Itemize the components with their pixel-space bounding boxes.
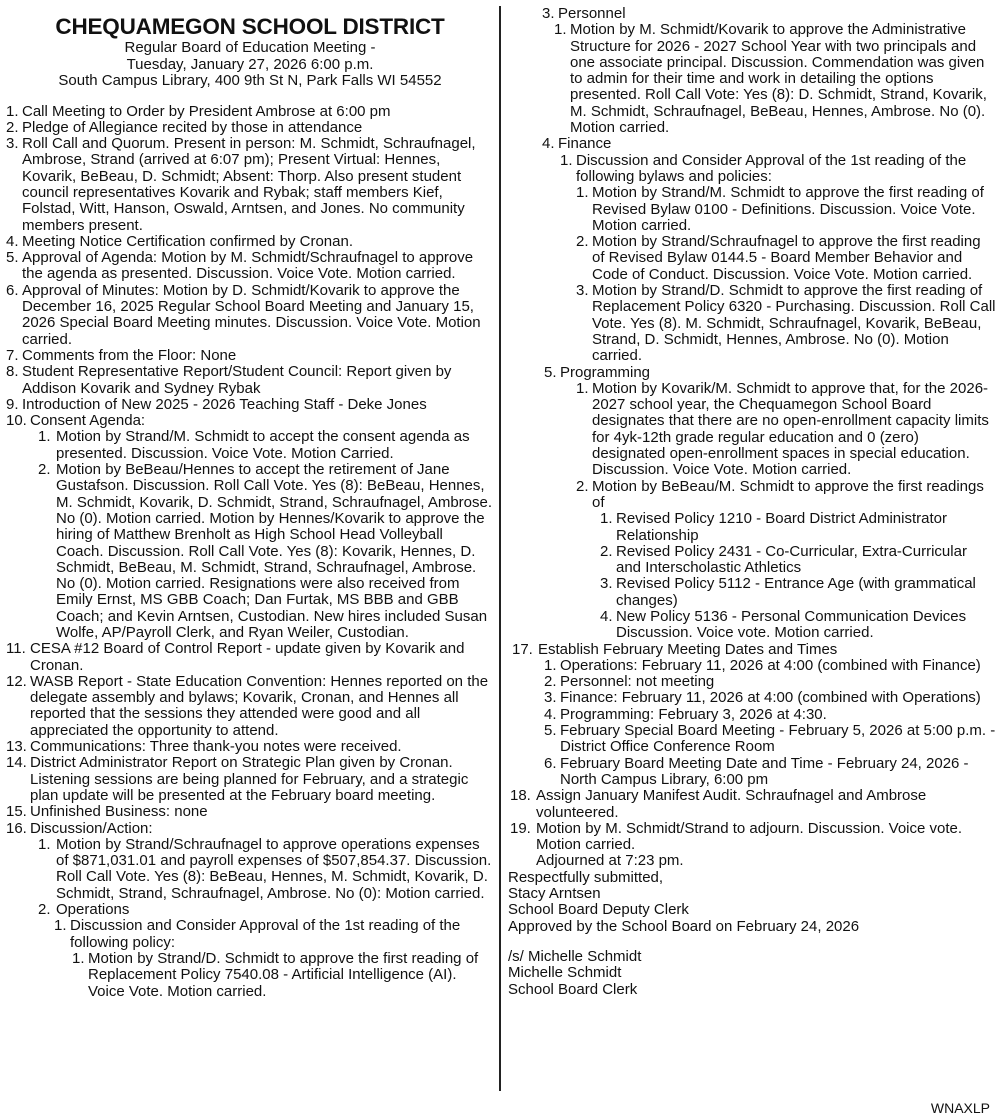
agenda-item-text: Approval of Agenda: Motion by M. Schmidt/Schraufnagel to approve the agenda as presented. Discussion. Voice Vote. Motion carried. bbox=[22, 249, 474, 283]
item-number: 18. bbox=[510, 787, 531, 805]
item-number: 1. bbox=[544, 656, 557, 674]
agenda-item-text: Comments from the Floor: None bbox=[22, 346, 237, 364]
notice-header bbox=[6, 14, 494, 90]
item-number: 7. bbox=[6, 346, 19, 364]
item-number: 2. bbox=[38, 901, 51, 919]
publication-code: WNAXLP bbox=[930, 1100, 990, 1116]
agenda-subitem-17-1 bbox=[508, 658, 996, 674]
agenda-item-11 bbox=[6, 641, 494, 674]
agenda-item-text: Approval of Minutes: Motion by D. Schmidt/Kovarik to approve the December 16, 2025 Regular School Board Meeting and January 15, 2026 Special Board Meeting minutes. Discussion. Voice Vote. Motion carried. bbox=[22, 281, 481, 348]
agenda-subitem-16-4 bbox=[508, 136, 996, 152]
column-divider bbox=[499, 6, 501, 1091]
agenda-item-text: Programming: February 3, 2026 at 4:30. bbox=[560, 705, 827, 723]
item-number: 1. bbox=[38, 835, 51, 853]
item-number: 3. bbox=[576, 282, 589, 300]
agenda-subitem-17-3 bbox=[508, 690, 996, 706]
clerk-title: School Board Clerk bbox=[508, 980, 638, 998]
agenda-item-text: Motion by BeBeau/M. Schmidt to approve the first readings of bbox=[592, 477, 984, 511]
agenda-item-text: Motion by Strand/Schraufnagel to approve the first reading of Revised Bylaw 0144.5 - Board Member Behavior and Code of Conduct. Discussion. Voice Vote. Motion carried. bbox=[592, 233, 981, 283]
agenda-subitem-16-2-1 bbox=[6, 918, 494, 951]
item-number: 2. bbox=[6, 118, 19, 136]
agenda-subitem-16-2 bbox=[6, 902, 494, 918]
agenda-subitem-16-5-2-2 bbox=[508, 544, 996, 577]
agenda-item-text: Motion by Strand/M. Schmidt to approve the first reading of Revised Bylaw 0100 - Definitions. Discussion. Voice Vote. Motion carried. bbox=[592, 184, 984, 234]
district-title: CHEQUAMEGON SCHOOL DISTRICT bbox=[55, 14, 445, 39]
item-number: 15. bbox=[6, 803, 27, 821]
agenda-item-text: Motion by Strand/D. Schmidt to approve the first reading of Replacement Policy 6320 - Purchasing. Discussion. Roll Call Vote. Yes (8). M. Schmidt, Schraufnagel, Kovarik, BeBeau, Strand, D. Schmidt, Hennes, Ambrose. No (0). Motion carried. bbox=[592, 282, 996, 365]
agenda-subitem-17-5 bbox=[508, 723, 996, 756]
agenda-item-text: Revised Policy 5112 - Entrance Age (with grammatical changes) bbox=[616, 575, 976, 609]
item-number: 1. bbox=[560, 151, 573, 169]
agenda-subitem-17-2 bbox=[508, 674, 996, 690]
agenda-item-12 bbox=[6, 674, 494, 739]
agenda-item-text: Personnel: not meeting bbox=[560, 673, 715, 691]
agenda-subitem-16-4-1-2 bbox=[508, 234, 996, 283]
agenda-item-text: Discussion/Action: bbox=[30, 819, 153, 837]
approval-statement: Approved by the School Board on February 24, 2026 bbox=[508, 917, 860, 935]
agenda-item-14 bbox=[6, 755, 494, 804]
agenda-subitem-16-5-2-4 bbox=[508, 609, 996, 642]
agenda-item-text: Motion by Kovarik/M. Schmidt to approve that, for the 2026-2027 school year, the Chequamegon School Board designates that there are no open-enrollment capacity limits for 4yk-12th grade regular education and 0 (zero) designated open-enrollment spaces in special education. Discussion. Voice Vote. Motion carried. bbox=[592, 379, 989, 479]
agenda-item-text: Communications: Three thank-you notes were received. bbox=[30, 738, 402, 756]
meeting-location: South Campus Library, 400 9th St N, Park Falls WI 54552 bbox=[58, 72, 442, 89]
agenda-item-text: Roll Call and Quorum. Present in person: M. Schmidt, Schraufnagel, Ambrose, Strand (arrived at 6:07 pm); Present Virtual: Hennes, Kovarik, BeBeau, D. Schmidt; Absent: Thorp. Also present student council representatives Kovarik and Rybak; staff members Kief, Folstad, Witt, Hanson, Oswald, Arntsen, and Jones. No community members present. bbox=[22, 135, 476, 234]
item-number: 1. bbox=[72, 949, 85, 967]
agenda-item-text: New Policy 5136 - Personal Communication Devices Discussion. Voice vote. Motion carried. bbox=[616, 607, 967, 642]
agenda-item-text: Establish February Meeting Dates and Times bbox=[538, 640, 838, 658]
item-number: 2. bbox=[576, 477, 589, 495]
adjourned-time: Adjourned at 7:23 pm. bbox=[536, 852, 684, 870]
agenda-item-text: Consent Agenda: bbox=[30, 412, 146, 430]
agenda-item-text: Finance: February 11, 2026 at 4:00 (combined with Operations) bbox=[560, 689, 981, 707]
item-number: 6. bbox=[544, 754, 557, 772]
left-column bbox=[6, 6, 494, 1000]
agenda-item-10 bbox=[6, 413, 494, 429]
meeting-datetime: Tuesday, January 27, 2026 6:00 p.m. bbox=[126, 55, 374, 73]
agenda-subitem-16-4-1-1 bbox=[508, 185, 996, 234]
item-number: 4. bbox=[6, 232, 19, 250]
agenda-subitem-16-4-1 bbox=[508, 153, 996, 186]
agenda-item-18 bbox=[508, 788, 996, 821]
agenda-item-text: Personnel bbox=[558, 5, 626, 22]
agenda-item-text: Motion by M. Schmidt/Kovarik to approve the Administrative Structure for 2026 - 2027 School Year with two principals and one associate principal. Discussion. Commendation was given to admin for their time and work in detailing the options presented. Roll Call Vote: Yes (8): D. Schmidt, Strand, Kovarik, M. Schmidt, Schraufnagel, BeBeau, Hennes, Ambrose. No (0). Motion carried. bbox=[570, 21, 987, 137]
spacer bbox=[508, 935, 996, 949]
agenda-item-text: Motion by Strand/M. Schmidt to accept the consent agenda as presented. Discussion. Voice Vote. Motion Carried. bbox=[56, 428, 470, 462]
item-number: 1. bbox=[600, 510, 613, 528]
item-number: 5. bbox=[544, 722, 557, 740]
agenda-item-9 bbox=[6, 397, 494, 413]
spacer bbox=[6, 90, 494, 104]
respectfully-submitted: Respectfully submitted, bbox=[508, 868, 664, 886]
right-column bbox=[508, 6, 996, 998]
agenda-item-text: Motion by M. Schmidt/Strand to adjourn. Discussion. Voice vote. Motion carried. bbox=[536, 819, 963, 854]
clerk-signature: /s/ Michelle Schmidt bbox=[508, 947, 642, 965]
item-number: 11. bbox=[6, 640, 26, 658]
item-number: 14. bbox=[6, 754, 27, 772]
agenda-item-13 bbox=[6, 739, 494, 755]
item-number: 19. bbox=[510, 819, 531, 837]
agenda-subitem-16-4-1-3 bbox=[508, 283, 996, 364]
item-number: 1. bbox=[54, 917, 67, 935]
agenda-item-text: February Special Board Meeting - February 5, 2026 at 5:00 p.m. - District Office Conference Room bbox=[560, 722, 996, 756]
agenda-subitem-16-3-1 bbox=[508, 22, 996, 136]
item-number: 8. bbox=[6, 363, 19, 381]
agenda-item-text: Finance bbox=[558, 135, 612, 153]
item-number: 16. bbox=[6, 819, 27, 837]
agenda-item-text: Assign January Manifest Audit. Schraufnagel and Ambrose volunteered. bbox=[536, 787, 927, 821]
agenda-item-5 bbox=[6, 250, 494, 283]
agenda-item-text: Discussion and Consider Approval of the 1st reading of the following bylaws and policies: bbox=[576, 151, 967, 185]
agenda-item-text: District Administrator Report on Strategic Plan given by Cronan. Listening sessions are being planned for February, and a strategic plan update will be presented at the February board meeting. bbox=[30, 754, 469, 804]
item-number: 3. bbox=[544, 689, 557, 707]
agenda-subitem-16-5-1 bbox=[508, 381, 996, 479]
agenda-item-text: Unfinished Business: none bbox=[30, 803, 208, 821]
item-number: 10. bbox=[6, 412, 27, 430]
item-number: 13. bbox=[6, 738, 27, 756]
agenda-subitem-16-5 bbox=[508, 365, 996, 381]
agenda-item-text: Discussion and Consider Approval of the 1st reading of the following policy: bbox=[70, 917, 461, 951]
agenda-item-text: Pledge of Allegiance recited by those in attendance bbox=[22, 118, 363, 136]
item-number: 5. bbox=[6, 249, 19, 267]
agenda-item-6 bbox=[6, 283, 494, 348]
item-number: 5. bbox=[544, 363, 557, 381]
agenda-subitem-16-5-2 bbox=[508, 479, 996, 512]
item-number: 2. bbox=[600, 542, 613, 560]
agenda-item-text: Motion by BeBeau/Hennes to accept the retirement of Jane Gustafson. Discussion. Roll Call Vote. Yes (8): BeBeau, Hennes, M. Schmidt, Kovarik, D. Schmidt, Strand, Schraufnagel, Ambrose. No (0). Motion carried. Motion by Hennes/Kovarik to approve the hiring of Matthew Brenholt as High School Head Volleyball Coach. Discussion. Roll Call Vote. Yes (8): Kovarik, Hennes, D. Schmidt, BeBeau, M. Schmidt, Strand, Schraufnagel, Ambrose. No (0). Motion carried. Resignations were also received from Emily Ernst, MS GBB Coach; Dan Furtak, MS BBB and GBB Coach; and Kevin Arntsen, Custodian. New hires included Susan Wolfe, AP/Payroll Clerk, and Ryan Weiler, Custodian. bbox=[56, 461, 493, 641]
item-number: 12. bbox=[6, 672, 27, 690]
agenda-item-text: Motion by Strand/Schraufnagel to approve operations expenses of $871,031.01 and payroll expenses of $507,854.37. Discussion. Roll Call Vote. Yes (8): BeBeau, Hennes, M. Schmidt, Kovarik, D. Schmidt, Strand, Schraufnagel, Ambrose. No (0): Motion carried. bbox=[56, 835, 492, 902]
item-number: 1. bbox=[576, 379, 589, 397]
agenda-item-text: Introduction of New 2025 - 2026 Teaching Staff - Deke Jones bbox=[22, 395, 427, 413]
agenda-item-8 bbox=[6, 364, 494, 397]
agenda-item-19 bbox=[508, 821, 996, 854]
agenda-item-17 bbox=[508, 642, 996, 658]
item-number: 4. bbox=[600, 607, 613, 625]
agenda-item-7 bbox=[6, 348, 494, 364]
item-number: 3. bbox=[600, 575, 613, 593]
item-number: 4. bbox=[542, 135, 555, 153]
agenda-subitem-16-5-2-3 bbox=[508, 576, 996, 609]
item-number: 1. bbox=[576, 184, 589, 202]
item-number: 1. bbox=[6, 102, 19, 120]
agenda-subitem-16-3 bbox=[508, 6, 996, 22]
item-number: 6. bbox=[6, 281, 19, 299]
deputy-clerk-name: Stacy Arntsen bbox=[508, 885, 601, 903]
agenda-item-text: Programming bbox=[560, 363, 651, 381]
agenda-item-2 bbox=[6, 120, 494, 136]
agenda-subitem-16-5-2-1 bbox=[508, 511, 996, 544]
agenda-subitem-10-2 bbox=[6, 462, 494, 641]
item-number: 3. bbox=[6, 135, 19, 153]
item-number: 1. bbox=[38, 428, 51, 446]
agenda-item-text: Revised Policy 1210 - Board District Administrator Relationship bbox=[616, 510, 947, 544]
agenda-item-text: Operations bbox=[56, 901, 130, 919]
agenda-subitem-16-1 bbox=[6, 837, 494, 902]
agenda-item-text: Call Meeting to Order by President Ambrose at 6:00 pm bbox=[22, 102, 391, 120]
agenda-subitem-10-1 bbox=[6, 429, 494, 462]
agenda-item-3 bbox=[6, 136, 494, 234]
meeting-type: Regular Board of Education Meeting - bbox=[124, 39, 376, 56]
agenda-item-text: WASB Report - State Education Convention: Hennes reported on the delegate assembly and bylaws; Kovarik, Cronan, and Hennes all reported that the sessions they attended were good and all appreciated the opportunity to attend. bbox=[30, 672, 489, 739]
agenda-item-text: Operations: February 11, 2026 at 4:00 (combined with Finance) bbox=[560, 656, 981, 674]
agenda-item-text: February Board Meeting Date and Time - February 24, 2026 - North Campus Library, 6:00 pm bbox=[560, 754, 969, 788]
agenda-item-text: Motion by Strand/D. Schmidt to approve the first reading of Replacement Policy 7540.08 - Artificial Intelligence (AI). Voice Vote. Motion carried. bbox=[88, 949, 479, 1000]
agenda-item-text: Student Representative Report/Student Council: Report given by Addison Kovarik and Sydney Rybak bbox=[22, 363, 452, 397]
item-number: 9. bbox=[6, 395, 19, 413]
agenda-item-text: Meeting Notice Certification confirmed by Cronan. bbox=[22, 232, 353, 250]
item-number: 2. bbox=[544, 673, 557, 691]
deputy-clerk-title: School Board Deputy Clerk bbox=[508, 901, 689, 919]
item-number: 4. bbox=[544, 705, 557, 723]
agenda-item-1 bbox=[6, 104, 494, 120]
item-number: 2. bbox=[38, 461, 51, 479]
item-number: 17. bbox=[512, 640, 533, 658]
agenda-item-4 bbox=[6, 234, 494, 250]
agenda-subitem-17-4 bbox=[508, 707, 996, 723]
agenda-item-15 bbox=[6, 804, 494, 820]
agenda-item-text: CESA #12 Board of Control Report - update given by Kovarik and Cronan. bbox=[30, 640, 465, 674]
agenda-subitem-16-2-1-1 bbox=[6, 951, 494, 1000]
item-number: 3. bbox=[542, 5, 555, 22]
agenda-item-text: Revised Policy 2431 - Co-Curricular, Extra-Curricular and Interscholastic Athletics bbox=[616, 542, 967, 577]
item-number: 1. bbox=[554, 21, 567, 39]
item-number: 2. bbox=[576, 233, 589, 251]
agenda-item-16 bbox=[6, 821, 494, 837]
clerk-name: Michelle Schmidt bbox=[508, 964, 622, 982]
agenda-subitem-17-6 bbox=[508, 756, 996, 789]
